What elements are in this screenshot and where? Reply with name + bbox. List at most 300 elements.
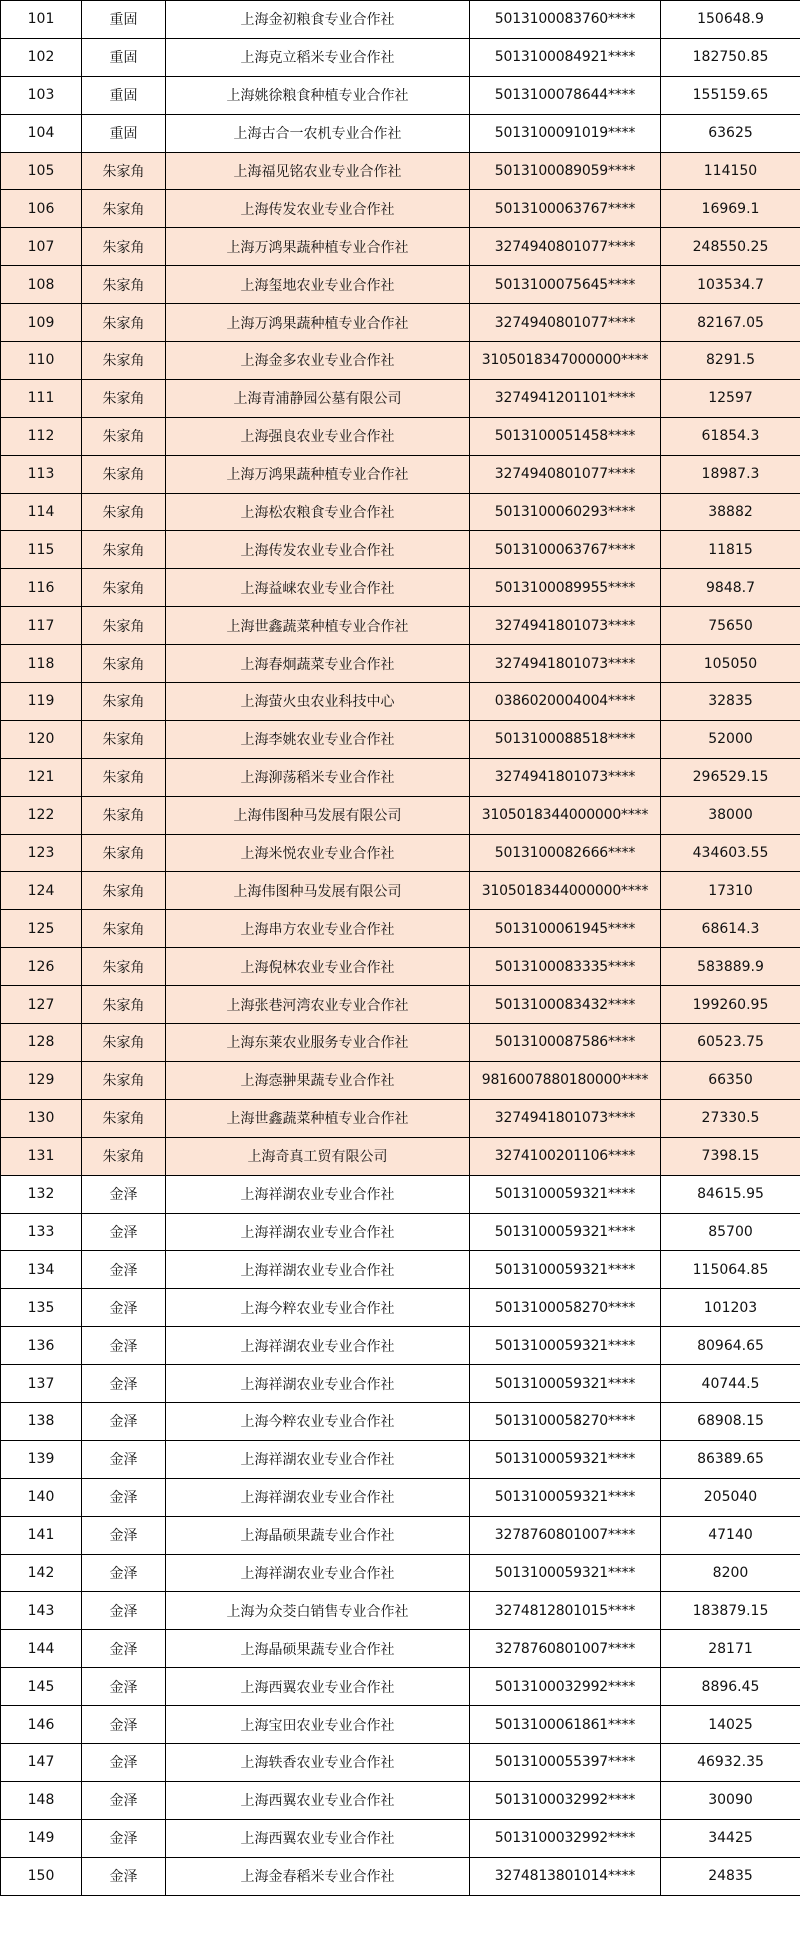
cell-organization-name: 上海松农粮食专业合作社	[166, 493, 470, 531]
cell-serial-number: 123	[1, 834, 82, 872]
cell-serial-number: 136	[1, 1327, 82, 1365]
cell-account-code: 5013100059321****	[470, 1327, 661, 1365]
cell-account-code: 5013100059321****	[470, 1365, 661, 1403]
table-row	[1, 1175, 800, 1213]
cell-amount: 16969.1	[661, 190, 800, 228]
cell-organization-name: 上海古合一农机专业合作社	[166, 114, 470, 152]
cell-town: 朱家角	[82, 493, 166, 531]
cell-serial-number: 149	[1, 1819, 82, 1857]
table-row	[1, 152, 800, 190]
cell-account-code: 3274941801073****	[470, 758, 661, 796]
cell-serial-number: 120	[1, 720, 82, 758]
cell-amount: 583889.9	[661, 948, 800, 986]
cell-serial-number: 148	[1, 1781, 82, 1819]
cell-amount: 63625	[661, 114, 800, 152]
cell-amount: 85700	[661, 1213, 800, 1251]
cell-serial-number: 115	[1, 531, 82, 569]
cell-organization-name: 上海今粹农业专业合作社	[166, 1289, 470, 1327]
cell-serial-number: 147	[1, 1743, 82, 1781]
cell-account-code: 9816007880180000****	[470, 1061, 661, 1099]
cell-amount: 30090	[661, 1781, 800, 1819]
cell-organization-name: 上海倪林农业专业合作社	[166, 948, 470, 986]
cell-account-code: 3105018344000000****	[470, 872, 661, 910]
cell-account-code: 5013100058270****	[470, 1402, 661, 1440]
cell-serial-number: 140	[1, 1478, 82, 1516]
cell-organization-name: 上海张巷河湾农业专业合作社	[166, 986, 470, 1024]
cell-amount: 14025	[661, 1706, 800, 1744]
table-row	[1, 1251, 800, 1289]
table-row	[1, 1630, 800, 1668]
cell-organization-name: 上海晶硕果蔬专业合作社	[166, 1630, 470, 1668]
cell-town: 金泽	[82, 1857, 166, 1895]
cell-town: 朱家角	[82, 342, 166, 380]
table-row	[1, 266, 800, 304]
cell-account-code: 3274941801073****	[470, 1099, 661, 1137]
cell-account-code: 5013100082666****	[470, 834, 661, 872]
cell-serial-number: 101	[1, 1, 82, 39]
cell-town: 金泽	[82, 1743, 166, 1781]
table-row	[1, 683, 800, 721]
table-row	[1, 1099, 800, 1137]
cell-organization-name: 上海晶硕果蔬专业合作社	[166, 1516, 470, 1554]
cell-amount: 114150	[661, 152, 800, 190]
cell-amount: 60523.75	[661, 1024, 800, 1062]
cell-amount: 150648.9	[661, 1, 800, 39]
cell-account-code: 3274812801015****	[470, 1592, 661, 1630]
cell-amount: 61854.3	[661, 417, 800, 455]
cell-town: 金泽	[82, 1630, 166, 1668]
cell-amount: 86389.65	[661, 1440, 800, 1478]
cell-account-code: 5013100032992****	[470, 1781, 661, 1819]
cell-organization-name: 上海世鑫蔬菜种植专业合作社	[166, 1099, 470, 1137]
cell-serial-number: 135	[1, 1289, 82, 1327]
table-row	[1, 1668, 800, 1706]
cell-account-code: 5013100051458****	[470, 417, 661, 455]
cell-town: 朱家角	[82, 1099, 166, 1137]
cell-serial-number: 143	[1, 1592, 82, 1630]
cell-serial-number: 133	[1, 1213, 82, 1251]
cell-organization-name: 上海泖荡稻米专业合作社	[166, 758, 470, 796]
cell-organization-name: 上海强良农业专业合作社	[166, 417, 470, 455]
cell-organization-name: 上海轶香农业专业合作社	[166, 1743, 470, 1781]
cell-account-code: 3274941801073****	[470, 607, 661, 645]
cell-town: 朱家角	[82, 1061, 166, 1099]
cell-account-code: 5013100059321****	[470, 1478, 661, 1516]
cell-amount: 182750.85	[661, 38, 800, 76]
cell-amount: 52000	[661, 720, 800, 758]
cell-amount: 8200	[661, 1554, 800, 1592]
cell-organization-name: 上海万鸿果蔬种植专业合作社	[166, 455, 470, 493]
cell-town: 金泽	[82, 1554, 166, 1592]
cell-serial-number: 124	[1, 872, 82, 910]
cell-amount: 183879.15	[661, 1592, 800, 1630]
cell-amount: 47140	[661, 1516, 800, 1554]
cell-town: 朱家角	[82, 531, 166, 569]
cell-account-code: 5013100059321****	[470, 1175, 661, 1213]
cell-serial-number: 107	[1, 228, 82, 266]
cell-account-code: 5013100087586****	[470, 1024, 661, 1062]
cell-amount: 8291.5	[661, 342, 800, 380]
cell-town: 朱家角	[82, 569, 166, 607]
cell-organization-name: 上海串方农业专业合作社	[166, 910, 470, 948]
table-row	[1, 796, 800, 834]
table-row	[1, 569, 800, 607]
cell-amount: 9848.7	[661, 569, 800, 607]
cell-account-code: 5013100091019****	[470, 114, 661, 152]
cell-organization-name: 上海玺地农业专业合作社	[166, 266, 470, 304]
cell-organization-name: 上海传发农业专业合作社	[166, 531, 470, 569]
cell-amount: 28171	[661, 1630, 800, 1668]
cell-account-code: 3278760801007****	[470, 1516, 661, 1554]
cell-town: 重固	[82, 114, 166, 152]
cell-serial-number: 130	[1, 1099, 82, 1137]
table-row	[1, 1781, 800, 1819]
cell-amount: 115064.85	[661, 1251, 800, 1289]
cell-town: 朱家角	[82, 720, 166, 758]
cell-serial-number: 112	[1, 417, 82, 455]
cell-account-code: 5013100088518****	[470, 720, 661, 758]
cell-serial-number: 134	[1, 1251, 82, 1289]
cell-amount: 66350	[661, 1061, 800, 1099]
table-row	[1, 531, 800, 569]
table-row	[1, 304, 800, 342]
table-row	[1, 1024, 800, 1062]
cell-amount: 18987.3	[661, 455, 800, 493]
cell-town: 朱家角	[82, 455, 166, 493]
cell-serial-number: 102	[1, 38, 82, 76]
cell-account-code: 5013100084921****	[470, 38, 661, 76]
cell-town: 朱家角	[82, 948, 166, 986]
cell-town: 金泽	[82, 1213, 166, 1251]
cell-organization-name: 上海益崃农业专业合作社	[166, 569, 470, 607]
cell-organization-name: 上海西翼农业专业合作社	[166, 1781, 470, 1819]
cell-serial-number: 146	[1, 1706, 82, 1744]
cell-organization-name: 上海祥湖农业专业合作社	[166, 1327, 470, 1365]
cell-serial-number: 113	[1, 455, 82, 493]
table-row	[1, 1592, 800, 1630]
cell-account-code: 3274813801014****	[470, 1857, 661, 1895]
table-row	[1, 1289, 800, 1327]
cell-town: 金泽	[82, 1440, 166, 1478]
table-row	[1, 720, 800, 758]
cell-organization-name: 上海伟图种马发展有限公司	[166, 872, 470, 910]
cell-amount: 8896.45	[661, 1668, 800, 1706]
cell-organization-name: 上海悫翀果蔬专业合作社	[166, 1061, 470, 1099]
table-row	[1, 38, 800, 76]
cell-amount: 27330.5	[661, 1099, 800, 1137]
cell-town: 朱家角	[82, 796, 166, 834]
cell-organization-name: 上海西翼农业专业合作社	[166, 1819, 470, 1857]
cell-organization-name: 上海祥湖农业专业合作社	[166, 1478, 470, 1516]
cell-amount: 103534.7	[661, 266, 800, 304]
cell-town: 金泽	[82, 1289, 166, 1327]
table-row	[1, 758, 800, 796]
table-row	[1, 607, 800, 645]
cell-serial-number: 128	[1, 1024, 82, 1062]
cell-serial-number: 142	[1, 1554, 82, 1592]
cell-organization-name: 上海西翼农业专业合作社	[166, 1668, 470, 1706]
cell-organization-name: 上海今粹农业专业合作社	[166, 1402, 470, 1440]
cell-amount: 68614.3	[661, 910, 800, 948]
cell-serial-number: 125	[1, 910, 82, 948]
cell-account-code: 3274940801077****	[470, 228, 661, 266]
cell-account-code: 5013100058270****	[470, 1289, 661, 1327]
cell-town: 金泽	[82, 1365, 166, 1403]
cell-town: 朱家角	[82, 1024, 166, 1062]
cell-organization-name: 上海奇真工贸有限公司	[166, 1137, 470, 1175]
table-row	[1, 834, 800, 872]
cell-serial-number: 114	[1, 493, 82, 531]
cell-organization-name: 上海传发农业专业合作社	[166, 190, 470, 228]
cell-serial-number: 105	[1, 152, 82, 190]
table-row	[1, 872, 800, 910]
cell-serial-number: 132	[1, 1175, 82, 1213]
cell-town: 金泽	[82, 1592, 166, 1630]
cell-serial-number: 106	[1, 190, 82, 228]
cell-serial-number: 144	[1, 1630, 82, 1668]
cell-amount: 24835	[661, 1857, 800, 1895]
cell-serial-number: 137	[1, 1365, 82, 1403]
cell-account-code: 0386020004004****	[470, 683, 661, 721]
cell-amount: 248550.25	[661, 228, 800, 266]
cell-town: 朱家角	[82, 304, 166, 342]
cell-account-code: 3105018344000000****	[470, 796, 661, 834]
cell-organization-name: 上海金春稻米专业合作社	[166, 1857, 470, 1895]
cell-town: 金泽	[82, 1706, 166, 1744]
cell-town: 朱家角	[82, 758, 166, 796]
cell-amount: 75650	[661, 607, 800, 645]
cell-serial-number: 141	[1, 1516, 82, 1554]
cell-amount: 32835	[661, 683, 800, 721]
table-row	[1, 910, 800, 948]
table-row	[1, 114, 800, 152]
cell-account-code: 5013100055397****	[470, 1743, 661, 1781]
cell-account-code: 3105018347000000****	[470, 342, 661, 380]
cell-serial-number: 111	[1, 379, 82, 417]
table-row	[1, 1137, 800, 1175]
cell-amount: 40744.5	[661, 1365, 800, 1403]
table-row	[1, 986, 800, 1024]
cell-account-code: 3274941201101****	[470, 379, 661, 417]
cell-organization-name: 上海金多农业专业合作社	[166, 342, 470, 380]
cell-account-code: 5013100063767****	[470, 531, 661, 569]
cell-organization-name: 上海李姚农业专业合作社	[166, 720, 470, 758]
cell-organization-name: 上海宝田农业专业合作社	[166, 1706, 470, 1744]
cell-serial-number: 103	[1, 76, 82, 114]
cell-town: 朱家角	[82, 152, 166, 190]
cell-town: 朱家角	[82, 986, 166, 1024]
cell-organization-name: 上海福见铭农业专业合作社	[166, 152, 470, 190]
cell-organization-name: 上海祥湖农业专业合作社	[166, 1251, 470, 1289]
table-row	[1, 1327, 800, 1365]
cell-account-code: 5013100083335****	[470, 948, 661, 986]
table-row	[1, 645, 800, 683]
cell-amount: 434603.55	[661, 834, 800, 872]
cell-organization-name: 上海祥湖农业专业合作社	[166, 1175, 470, 1213]
cell-account-code: 5013100083760****	[470, 1, 661, 39]
cell-serial-number: 138	[1, 1402, 82, 1440]
cell-amount: 205040	[661, 1478, 800, 1516]
cell-serial-number: 131	[1, 1137, 82, 1175]
cell-amount: 199260.95	[661, 986, 800, 1024]
cell-town: 朱家角	[82, 417, 166, 455]
cell-town: 朱家角	[82, 379, 166, 417]
table-row	[1, 342, 800, 380]
cell-account-code: 3274941801073****	[470, 645, 661, 683]
cell-organization-name: 上海东莱农业服务专业合作社	[166, 1024, 470, 1062]
cell-town: 朱家角	[82, 190, 166, 228]
table-row	[1, 1365, 800, 1403]
table-row	[1, 1478, 800, 1516]
cell-amount: 17310	[661, 872, 800, 910]
cell-town: 朱家角	[82, 607, 166, 645]
cell-town: 重固	[82, 76, 166, 114]
table-row	[1, 190, 800, 228]
cell-account-code: 3274940801077****	[470, 455, 661, 493]
cell-organization-name: 上海祥湖农业专业合作社	[166, 1365, 470, 1403]
cell-serial-number: 127	[1, 986, 82, 1024]
cell-amount: 82167.05	[661, 304, 800, 342]
cell-account-code: 3274940801077****	[470, 304, 661, 342]
cell-organization-name: 上海祥湖农业专业合作社	[166, 1554, 470, 1592]
cell-amount: 155159.65	[661, 76, 800, 114]
cell-amount: 84615.95	[661, 1175, 800, 1213]
cell-account-code: 5013100075645****	[470, 266, 661, 304]
cell-organization-name: 上海萤火虫农业科技中心	[166, 683, 470, 721]
cell-serial-number: 145	[1, 1668, 82, 1706]
cell-amount: 296529.15	[661, 758, 800, 796]
cell-serial-number: 109	[1, 304, 82, 342]
cell-amount: 105050	[661, 645, 800, 683]
table-row	[1, 417, 800, 455]
cell-serial-number: 104	[1, 114, 82, 152]
cell-account-code: 5013100059321****	[470, 1251, 661, 1289]
cell-organization-name: 上海世鑫蔬菜种植专业合作社	[166, 607, 470, 645]
cell-town: 金泽	[82, 1175, 166, 1213]
table-row	[1, 493, 800, 531]
table-row	[1, 1857, 800, 1895]
cell-serial-number: 139	[1, 1440, 82, 1478]
cell-organization-name: 上海为众茭白销售专业合作社	[166, 1592, 470, 1630]
table-row	[1, 1440, 800, 1478]
table-row	[1, 455, 800, 493]
cell-amount: 38882	[661, 493, 800, 531]
cell-serial-number: 126	[1, 948, 82, 986]
cell-serial-number: 118	[1, 645, 82, 683]
table-row	[1, 1061, 800, 1099]
table-row	[1, 76, 800, 114]
cell-account-code: 5013100078644****	[470, 76, 661, 114]
cell-town: 金泽	[82, 1478, 166, 1516]
cell-town: 朱家角	[82, 1137, 166, 1175]
table-row	[1, 1706, 800, 1744]
cell-amount: 68908.15	[661, 1402, 800, 1440]
cell-amount: 46932.35	[661, 1743, 800, 1781]
cell-amount: 34425	[661, 1819, 800, 1857]
table-row	[1, 228, 800, 266]
cell-organization-name: 上海万鸿果蔬种植专业合作社	[166, 228, 470, 266]
cell-organization-name: 上海米悦农业专业合作社	[166, 834, 470, 872]
cell-account-code: 5013100059321****	[470, 1213, 661, 1251]
table-row	[1, 1516, 800, 1554]
table-row	[1, 379, 800, 417]
cell-organization-name: 上海姚徐粮食种植专业合作社	[166, 76, 470, 114]
cell-town: 金泽	[82, 1668, 166, 1706]
cell-account-code: 5013100032992****	[470, 1819, 661, 1857]
cell-account-code: 5013100083432****	[470, 986, 661, 1024]
cell-town: 金泽	[82, 1819, 166, 1857]
cell-organization-name: 上海伟图种马发展有限公司	[166, 796, 470, 834]
cell-account-code: 5013100061861****	[470, 1706, 661, 1744]
cell-amount: 38000	[661, 796, 800, 834]
cell-town: 朱家角	[82, 266, 166, 304]
cell-account-code: 5013100059321****	[470, 1554, 661, 1592]
cell-serial-number: 122	[1, 796, 82, 834]
cell-account-code: 3278760801007****	[470, 1630, 661, 1668]
cell-town: 金泽	[82, 1781, 166, 1819]
cell-organization-name: 上海金初粮食专业合作社	[166, 1, 470, 39]
cell-serial-number: 110	[1, 342, 82, 380]
cell-account-code: 5013100032992****	[470, 1668, 661, 1706]
cell-town: 朱家角	[82, 645, 166, 683]
cell-town: 朱家角	[82, 228, 166, 266]
table-row	[1, 1213, 800, 1251]
cell-serial-number: 119	[1, 683, 82, 721]
cell-serial-number: 129	[1, 1061, 82, 1099]
cell-account-code: 3274100201106****	[470, 1137, 661, 1175]
cell-account-code: 5013100060293****	[470, 493, 661, 531]
cell-account-code: 5013100063767****	[470, 190, 661, 228]
cell-amount: 80964.65	[661, 1327, 800, 1365]
table-row	[1, 1402, 800, 1440]
cell-account-code: 5013100061945****	[470, 910, 661, 948]
cell-serial-number: 150	[1, 1857, 82, 1895]
cell-town: 重固	[82, 1, 166, 39]
cell-town: 金泽	[82, 1327, 166, 1365]
cell-amount: 7398.15	[661, 1137, 800, 1175]
cell-organization-name: 上海青浦静园公墓有限公司	[166, 379, 470, 417]
cell-organization-name: 上海春炯蔬菜专业合作社	[166, 645, 470, 683]
cell-town: 重固	[82, 38, 166, 76]
cell-amount: 12597	[661, 379, 800, 417]
cell-town: 朱家角	[82, 910, 166, 948]
cell-account-code: 5013100059321****	[470, 1440, 661, 1478]
cell-town: 金泽	[82, 1251, 166, 1289]
cell-serial-number: 117	[1, 607, 82, 645]
cell-town: 朱家角	[82, 872, 166, 910]
cell-town: 朱家角	[82, 834, 166, 872]
table-row	[1, 948, 800, 986]
cell-organization-name: 上海万鸿果蔬种植专业合作社	[166, 304, 470, 342]
table-row	[1, 1819, 800, 1857]
cell-town: 金泽	[82, 1516, 166, 1554]
table-row	[1, 1, 800, 39]
table-row	[1, 1554, 800, 1592]
cell-serial-number: 116	[1, 569, 82, 607]
cell-account-code: 5013100089955****	[470, 569, 661, 607]
cell-organization-name: 上海克立稻米专业合作社	[166, 38, 470, 76]
cell-amount: 11815	[661, 531, 800, 569]
cell-serial-number: 108	[1, 266, 82, 304]
cell-amount: 101203	[661, 1289, 800, 1327]
cell-serial-number: 121	[1, 758, 82, 796]
table-body	[1, 1, 800, 1896]
cell-organization-name: 上海祥湖农业专业合作社	[166, 1440, 470, 1478]
cell-town: 朱家角	[82, 683, 166, 721]
cell-organization-name: 上海祥湖农业专业合作社	[166, 1213, 470, 1251]
table-row	[1, 1743, 800, 1781]
cell-town: 金泽	[82, 1402, 166, 1440]
